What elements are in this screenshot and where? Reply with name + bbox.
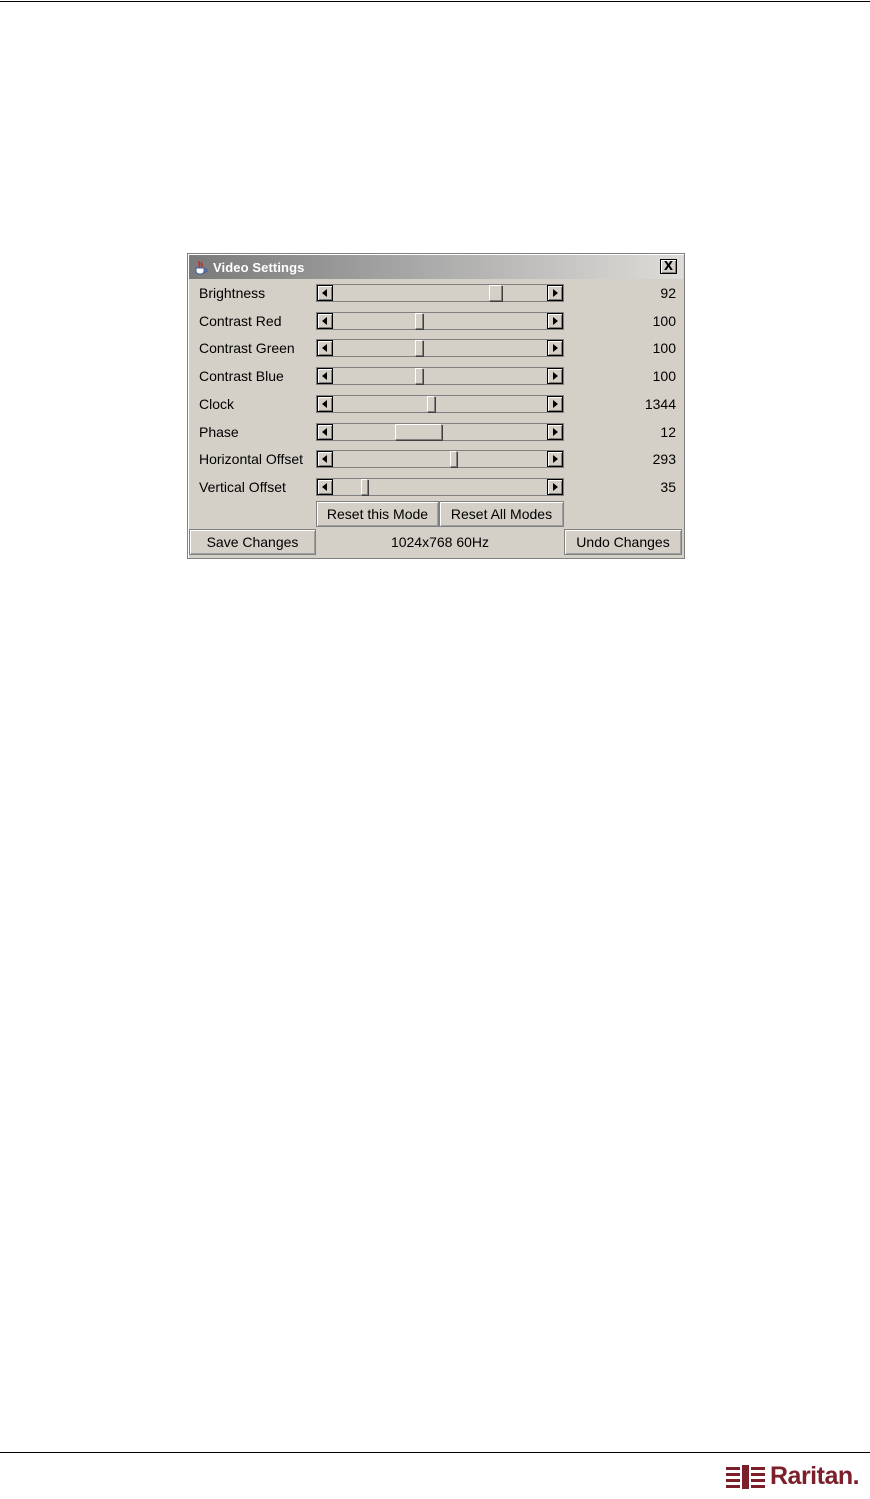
setting-label: Horizontal Offset: [199, 451, 304, 468]
setting-row-vertical-offset: [188, 475, 684, 499]
slider-track[interactable]: [333, 451, 547, 467]
dialog-title: Video Settings: [213, 260, 305, 275]
slider-thumb[interactable]: [395, 424, 442, 440]
setting-label: Clock: [199, 395, 235, 412]
slider-thumb[interactable]: [489, 285, 502, 301]
slider-thumb[interactable]: [427, 396, 434, 412]
slider-track[interactable]: [333, 396, 547, 412]
slider-thumb[interactable]: [450, 451, 457, 467]
setting-label: Vertical Offset: [199, 478, 286, 495]
setting-row-phase: [188, 420, 684, 444]
java-cup-icon: [193, 259, 209, 275]
phase-slider[interactable]: [316, 423, 564, 441]
setting-value: 100: [652, 340, 676, 357]
slider-track[interactable]: [333, 313, 547, 329]
scroll-left-arrow-icon[interactable]: [317, 285, 333, 301]
footer-rule: [0, 1452, 870, 1453]
setting-row-clock: [188, 392, 684, 416]
setting-row-brightness: [188, 281, 684, 305]
video-mode-label: 1024x768 60Hz: [390, 534, 490, 550]
dialog-titlebar[interactable]: [189, 255, 683, 279]
setting-label: Contrast Blue: [199, 368, 284, 385]
setting-value: 12: [660, 423, 676, 440]
setting-label: Contrast Green: [199, 340, 295, 357]
scroll-left-arrow-icon[interactable]: [317, 424, 333, 440]
slider-track[interactable]: [333, 368, 547, 384]
setting-value: 92: [660, 285, 676, 301]
setting-value: 100: [652, 368, 676, 385]
scroll-left-arrow-icon[interactable]: [317, 313, 333, 329]
scroll-right-arrow-icon[interactable]: [547, 479, 563, 495]
setting-value: 293: [652, 451, 676, 468]
setting-row-contrast-green: [188, 336, 684, 360]
vertical-offset-slider[interactable]: [316, 478, 564, 496]
scroll-left-arrow-icon[interactable]: [317, 396, 333, 412]
horizontal-offset-slider[interactable]: [316, 450, 564, 468]
scroll-right-arrow-icon[interactable]: [547, 451, 563, 467]
setting-row-horizontal-offset: [188, 447, 684, 471]
slider-thumb[interactable]: [361, 479, 368, 495]
video-settings-dialog: [187, 253, 685, 559]
setting-row-contrast-blue: [188, 364, 684, 388]
scroll-right-arrow-icon[interactable]: [547, 424, 563, 440]
undo-changes-button[interactable]: Undo Changes: [564, 529, 682, 555]
contrast-green-slider[interactable]: [316, 339, 564, 357]
scroll-right-arrow-icon[interactable]: [547, 313, 563, 329]
scroll-left-arrow-icon[interactable]: [317, 340, 333, 356]
slider-track[interactable]: [333, 285, 547, 301]
slider-thumb[interactable]: [415, 368, 422, 384]
setting-value: 1344: [644, 395, 676, 412]
scroll-right-arrow-icon[interactable]: [547, 396, 563, 412]
header-rule: [0, 1, 870, 2]
contrast-blue-slider[interactable]: [316, 367, 564, 385]
slider-track[interactable]: [333, 424, 547, 440]
scroll-right-arrow-icon[interactable]: [547, 285, 563, 301]
scroll-left-arrow-icon[interactable]: [317, 451, 333, 467]
slider-track[interactable]: [333, 340, 547, 356]
scroll-right-arrow-icon[interactable]: [547, 368, 563, 384]
reset-all-modes-button[interactable]: Reset All Modes: [439, 501, 564, 527]
scroll-right-arrow-icon[interactable]: [547, 340, 563, 356]
contrast-red-slider[interactable]: [316, 312, 564, 330]
slider-track[interactable]: [333, 479, 547, 495]
slider-thumb[interactable]: [415, 340, 422, 356]
close-button[interactable]: X: [660, 259, 677, 274]
setting-label: Brightness: [199, 285, 266, 301]
reset-this-mode-button[interactable]: Reset this Mode: [316, 501, 439, 527]
raritan-logo: [726, 1462, 862, 1492]
setting-value: 35: [660, 478, 676, 495]
save-changes-button[interactable]: Save Changes: [189, 529, 316, 555]
setting-row-contrast-red: [188, 309, 684, 333]
raritan-logo-text: Raritan.: [770, 1462, 860, 1490]
clock-slider[interactable]: [316, 395, 564, 413]
scroll-left-arrow-icon[interactable]: [317, 368, 333, 384]
setting-label: Phase: [199, 423, 239, 440]
slider-thumb[interactable]: [415, 313, 422, 329]
setting-label: Contrast Red: [199, 312, 282, 329]
raritan-logo-icon: [726, 1465, 766, 1489]
scroll-left-arrow-icon[interactable]: [317, 479, 333, 495]
brightness-slider[interactable]: [316, 284, 564, 302]
setting-value: 100: [652, 312, 676, 329]
